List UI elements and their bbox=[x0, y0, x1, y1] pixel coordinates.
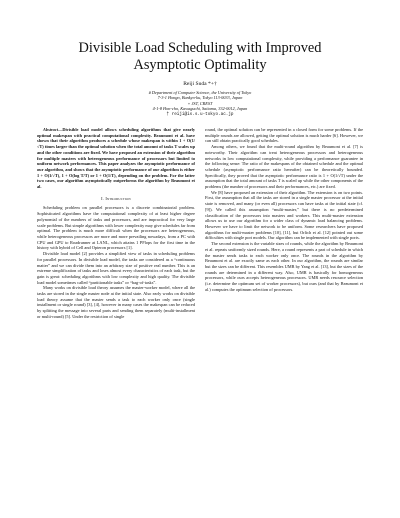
affiliation-line: 7-3-1 Hongo, Bunkyo-ku, Tokyo 113-0033, Japan bbox=[157, 95, 243, 101]
body-paragraph: Many works on divisible load theory assumes the master-worker model, where all the tasks are stored in the single master node at the initial state. Also early works on divisible load theory assume that the master sends a task to each worker only once (single installment or single round) [3], [4], however in many cases the makespan can be reduced by splitting the message into several parts and sending them separately (multi-installment or multi-round) [5]. Under the restriction of single bbox=[37, 285, 195, 319]
body-paragraph: The second extension is the variable sizes of rounds, while the algorithm by Beaumont et al. repeats uniformly sized rounds. Here, a round represents a part of schedule in which the master sends tasks to each worker only once. The rounds in the algorithm by Beaumont et al. are exactly same as each other. In our algorithm, the rounds are similar but the sizes can be different. This resembles UMR by Yang et al. [13], but the sizes of the rounds are determined in a different way. Also, UMR is basically for homogeneous processors, while ours accepts heterogeneous processors. UMR needs resource selection (i.e. determine the optimum set of worker processors), but ours (and that by Beaumont et al.) computes the optimum selection of processors. bbox=[205, 241, 363, 292]
title-line-2: Asymptotic Optimality bbox=[133, 57, 267, 73]
two-column-body bbox=[37, 127, 363, 320]
author-name: Reiji Suda *+† bbox=[183, 81, 217, 87]
body-paragraph: Scheduling problem on parallel processors is a discrete combinatorial problem. Sophisticated algorithms have the computational complexity of at least higher degree polynomial of the numbers of tasks and processors, and are impractical for very large scale problems. But simple algorithms with lower complexity may give schedules far from optimal. The problem is much more difficult when the processors are heterogeneous, while heterogeneous processors are more and more prevailing nowadays, from a PC with CPU and GPU to Roadrunner at LANL, which attains 1 PFlops for the first time in the history with hybrid of Cell and Opteron processors [1]. bbox=[37, 205, 195, 251]
section-heading: I. Introduction bbox=[101, 195, 131, 201]
title-line-1: Divisible Load Scheduling with Improved bbox=[78, 40, 322, 56]
abstract-text: —Divisible load model allows scheduling algorithms that give nearly optimal makespan with practical computational complexity. Beaumont et al. have shown that their algorithm produces a schedule whose makespan is within 1 + O(1/√T) times larger than the optimal solution when the total amount of tasks T scales up and the other conditions are fixed. We have proposed an extension of their algorithm for multiple masters with heterogeneous performance of processors but limited to uniform network performances. This paper analyzes the asymptotic performance of our algorithm, and shows that the asymptotic performance of our algorithm is either 1 + O(1/√T), 1 + O(log T/T) or 1 + O(1/T), depending on the problem. For the latter two cases, our algorithm asymptotically outperforms the algorithm by Beaumont et al. bbox=[37, 127, 195, 190]
author-email: † reiji@is.s.u-tokyo.ac.jp bbox=[166, 111, 234, 117]
affiliation-line: 4-1-8 Hon-cho, Kawaguchi, Saitama, 332-0012, Japan bbox=[152, 106, 248, 112]
body-paragraph: Divisible load model [2] provides a simplified view of tasks in scheduling problems for parallel processors. In divisible load model, the tasks are considered as a “continuous matter” and we can divide them into an arbitrary size of positive real number. This is an extreme simplification of tasks and loses almost every characteristics of each task, but the gain is great: scheduling algorithms with low complexity and high quality. The divisible load model sometimes called “partitionable tasks” or “bag-of-tasks”. bbox=[37, 251, 195, 285]
body-paragraph: round, the optimal solution can be represented in a closed form for some problems. If the multiple rounds are allowed, getting the optimal solution is much harder [6]. However, we can still obtain practically good schedules. bbox=[205, 127, 363, 144]
body-paragraph: Among others, we found that the multi-round algorithm by Beaumont et al. [7] is noteworthy. Their algorithm can treat heterogeneous processors and heterogeneous networks in low computational complexity, while providing a performance guarantee in the following sense: The ratio of the makespans of the obtained schedule and the optimal schedule (asymptotic performance ratio hereafter) can be theoretically bounded. Specifically, they proved that the asymptotic performance ratio is 1 + O(1/√T) under the assumption that the total amount of tasks T is scaled up while the other components of the problems (the number of processors and their performances, etc.) are fixed. bbox=[205, 144, 363, 190]
affiliation-line: + JST, CREST bbox=[187, 100, 213, 106]
affiliation-block bbox=[37, 90, 363, 117]
left-column bbox=[37, 127, 195, 320]
paper-title bbox=[37, 40, 363, 74]
abstract-label: Abstract bbox=[43, 127, 58, 133]
abstract bbox=[37, 127, 195, 190]
right-column bbox=[205, 127, 363, 320]
body-paragraph: We [8] have proposed an extension of their algorithm. The extension is on two points. First, the assumption that all the tasks are stored in a single master processor at the initial state is removed, and many (or even all) processors can have tasks at the initial state (cf. [9]). We called this assumption “multi-master,” but there is no predetermined classification of the processors into masters and workers. This multi-master extension allows us to use our algorithm for a wider class of dynamic load balancing problems. However we have to limit the network to be uniform. Some researchers have proposed algorithms for multi-master problems [10], [11], but Orlich et al. [12] pointed out some difficulties with single port models. Our algorithm can be implemented with single ports. bbox=[205, 189, 363, 241]
affiliation-line: # Department of Computer Science, the University of Tokyo bbox=[148, 90, 252, 95]
